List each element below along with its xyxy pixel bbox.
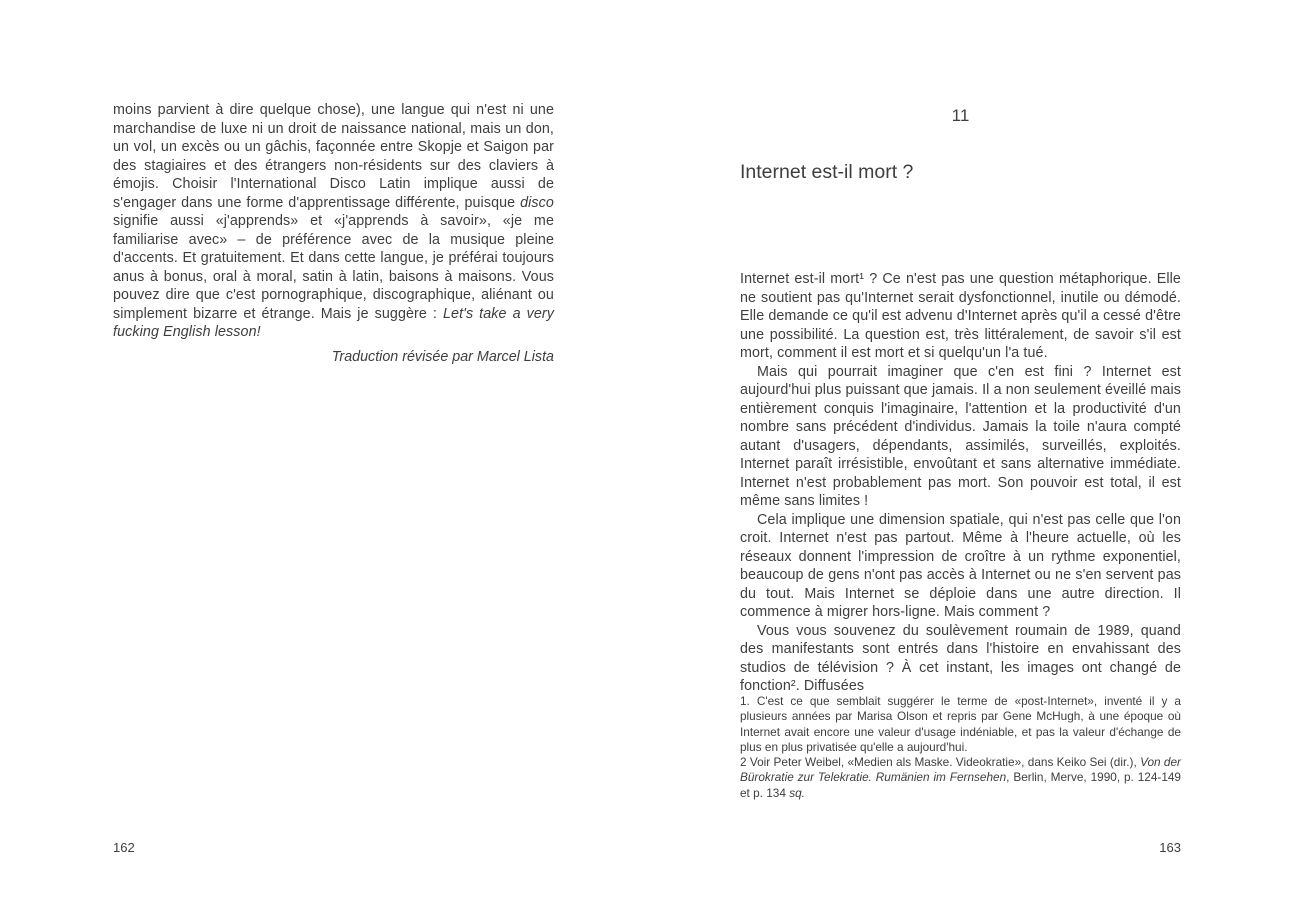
text-segment: 1. C'est ce que semblait suggérer le terme de «post-Internet», inventé il y a plusieurs années par Marisa Olson et repris par Gene McHugh, à une époque où Internet avait encore une valeur d'usage indéniable, et pas la valeur d'échange de plus en plus privatisée qu'elle a aujourd'hui. bbox=[740, 694, 1181, 754]
text-segment: moins parvient à dire quelque chose), une langue qui n'est ni une marchandise de luxe ni un droit de naissance national, mais un don, un vol, un excès ou un gâchis, façonnée entre Skopje et Saigon par des stagiaires et des étrangers non-résidents sur des claviers à émojis. Choisir l'International Disco Latin implique aussi de s'engager dans une forme d'apprentissage différente, puisque bbox=[113, 102, 554, 211]
translator-credit: Traduction révisée par Marcel Lista bbox=[331, 349, 554, 365]
body-paragraph bbox=[740, 270, 1181, 363]
body-paragraph bbox=[740, 363, 1181, 511]
text-segment: Let's take a very fucking English lesson! bbox=[113, 305, 555, 340]
text-segment: disco bbox=[520, 194, 554, 211]
text-segment: 2 Voir Peter Weibel, «Medien als Maske. Videokratie», dans Keiko Sei (dir.), bbox=[740, 755, 1141, 770]
body-paragraph bbox=[740, 511, 1181, 622]
text-segment: Cela implique une dimension spatiale, qui n'est pas celle que l'on croit. Internet n'est pas partout. Même à l'heure actuelle, où les réseaux donnent l'impression de croître à un rythme exponentiel, beaucoup de gens n'ont pas accès à Internet ou ne s'en servent pas du tout. Mais Internet se déploie dans une autre direction. Il commence à migrer hors-ligne. Mais comment ? bbox=[740, 511, 1181, 620]
footnote bbox=[740, 755, 1181, 801]
footnote bbox=[740, 694, 1181, 755]
page-left bbox=[113, 0, 554, 913]
text-segment: signifie aussi «j'apprends» et «j'apprends à savoir», «je me familiarise avec» – de préférence avec de la musique pleine d'accents. Et gratuitement. Et dans cette langue, je préférai toujours anus à bonus, oral à moral, satin à latin, baisons à maisons. Vous pouvez dire que c'est pornographique, discographique, aliénant ou simplement bizarre et étrange. Mais je suggère : bbox=[113, 213, 554, 322]
page-right bbox=[740, 0, 1181, 913]
text-segment: sq. bbox=[789, 785, 805, 800]
page-number-right: 163 bbox=[1159, 840, 1181, 855]
chapter-body bbox=[740, 270, 1181, 696]
page-number-left: 162 bbox=[113, 840, 135, 855]
text-segment: Von der Bürokratie zur Telekratie. Rumänien im Fernsehen bbox=[740, 755, 1181, 785]
left-body-paragraph bbox=[113, 101, 554, 342]
chapter-title: Internet est-il mort ? bbox=[740, 161, 914, 183]
text-segment: Vous vous souvenez du soulèvement roumain de 1989, quand des manifestants sont entrés dans l'histoire en envahissant des studios de télévision ? À cet instant, les images ont changé de fonction². Diffusées bbox=[740, 622, 1181, 694]
chapter-number: 11 bbox=[951, 106, 970, 125]
footnotes-block bbox=[740, 694, 1181, 801]
body-paragraph bbox=[740, 622, 1181, 696]
text-segment: Mais qui pourrait imaginer que c'en est fini ? Internet est aujourd'hui plus puissant que jamais. Il a non seulement éveillé mais entièrement conquis l'imaginaire, l'attention et la productivité d'un nombre sans précédent d'individus. Jamais la toile n'aura compté autant d'usagers, dépendants, assimilés, surveillés, exploités. Internet paraît irrésistible, envoûtant et sans alternative immédiate. Internet n'est probablement pas mort. Son pouvoir est total, il est même sans limites ! bbox=[740, 363, 1181, 509]
text-segment: , Berlin, Merve, 1990, p. 124-149 et p. 134 bbox=[740, 770, 1181, 800]
text-segment: Internet est-il mort¹ ? Ce n'est pas une question métaphorique. Elle ne soutient pas qu'Internet serait dysfonctionnel, inutile ou démodé. Elle demande ce qu'il est advenu d'Internet après qu'il a cessé d'être une possibilité. La question est, très littéralement, de savoir s'il est mort, comment il est mort et si quelqu'un l'a tué. bbox=[740, 271, 1181, 361]
